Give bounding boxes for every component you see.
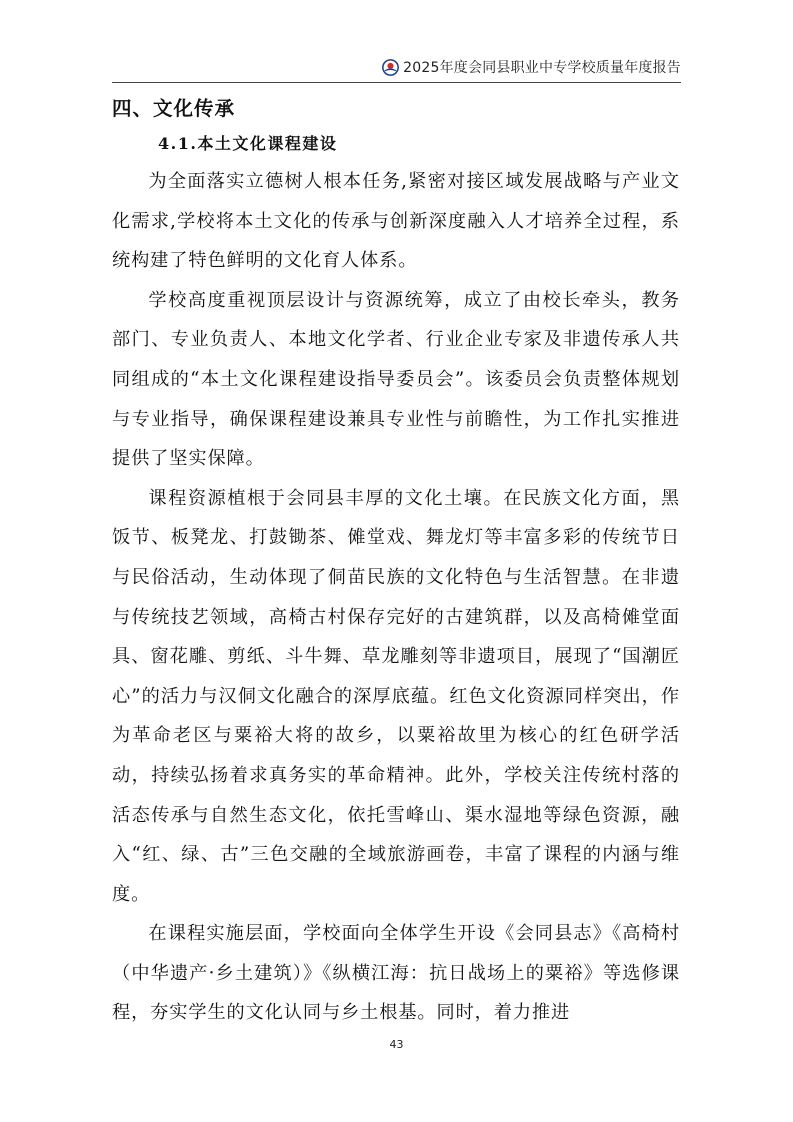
- page-header: [112, 52, 681, 83]
- section-heading: 四、文化传承: [112, 97, 236, 120]
- paragraph: 学校高度重视顶层设计与资源统筹，成立了由校长牵头，教务部门、专业负责人、本地文化学者、行业企业专家及非遗传承人共同组成的“本土文化课程建设指导委员会”。该委员会负责整体规划与专业指导，确保课程建设兼具专业性与前瞻性，为工作扎实推进提供了坚实保障。: [112, 289, 680, 470]
- page-body: [112, 92, 680, 1033]
- page-number: 43: [389, 1038, 404, 1051]
- subsection-heading: 4.1.本土文化课程建设: [158, 134, 338, 153]
- report-title: 2025年度会同县职业中专学校质量年度报告: [403, 60, 681, 76]
- paragraph: 课程资源植根于会同县丰厚的文化土壤。在民族文化方面，黑饭节、板凳龙、打鼓锄茶、傩堂戏、舞龙灯等丰富多彩的传统节日与民俗活动，生动体现了侗苗民族的文化特色与生活智慧。在非遗与传统技艺领域，高椅古村保存完好的古建筑群，以及高椅傩堂面具、窗花雕、剪纸、斗牛舞、草龙雕刻等非遗项目，展现了“国潮匠心”的活力与汉侗文化融合的深厚底蕴。红色文化资源同样突出，作为革命老区与粟裕大将的故乡，以粟裕故里为核心的红色研学活动，持续弘扬着求真务实的革命精神。此外，学校关注传统村落的活态传承与自然生态文化，依托雪峰山、渠水湿地等绿色资源，融入“红、绿、古”三色交融的全域旅游画卷，丰富了课程的内涵与维度。: [112, 487, 680, 905]
- paragraph: 在课程实施层面，学校面向全体学生开设《会同县志》《高椅村（中华遗产·乡土建筑）》《纵横江海：抗日战场上的粟裕》等选修课程，夯实学生的文化认同与乡土根基。同时，着力推进: [112, 923, 680, 1024]
- paragraph: 为全面落实立德树人根本任务,紧密对接区域发展战略与产业文化需求,学校将本土文化的传承与创新深度融入人才培养全过程，系统构建了特色鲜明的文化育人体系。: [112, 171, 680, 272]
- school-logo-icon: [382, 59, 399, 76]
